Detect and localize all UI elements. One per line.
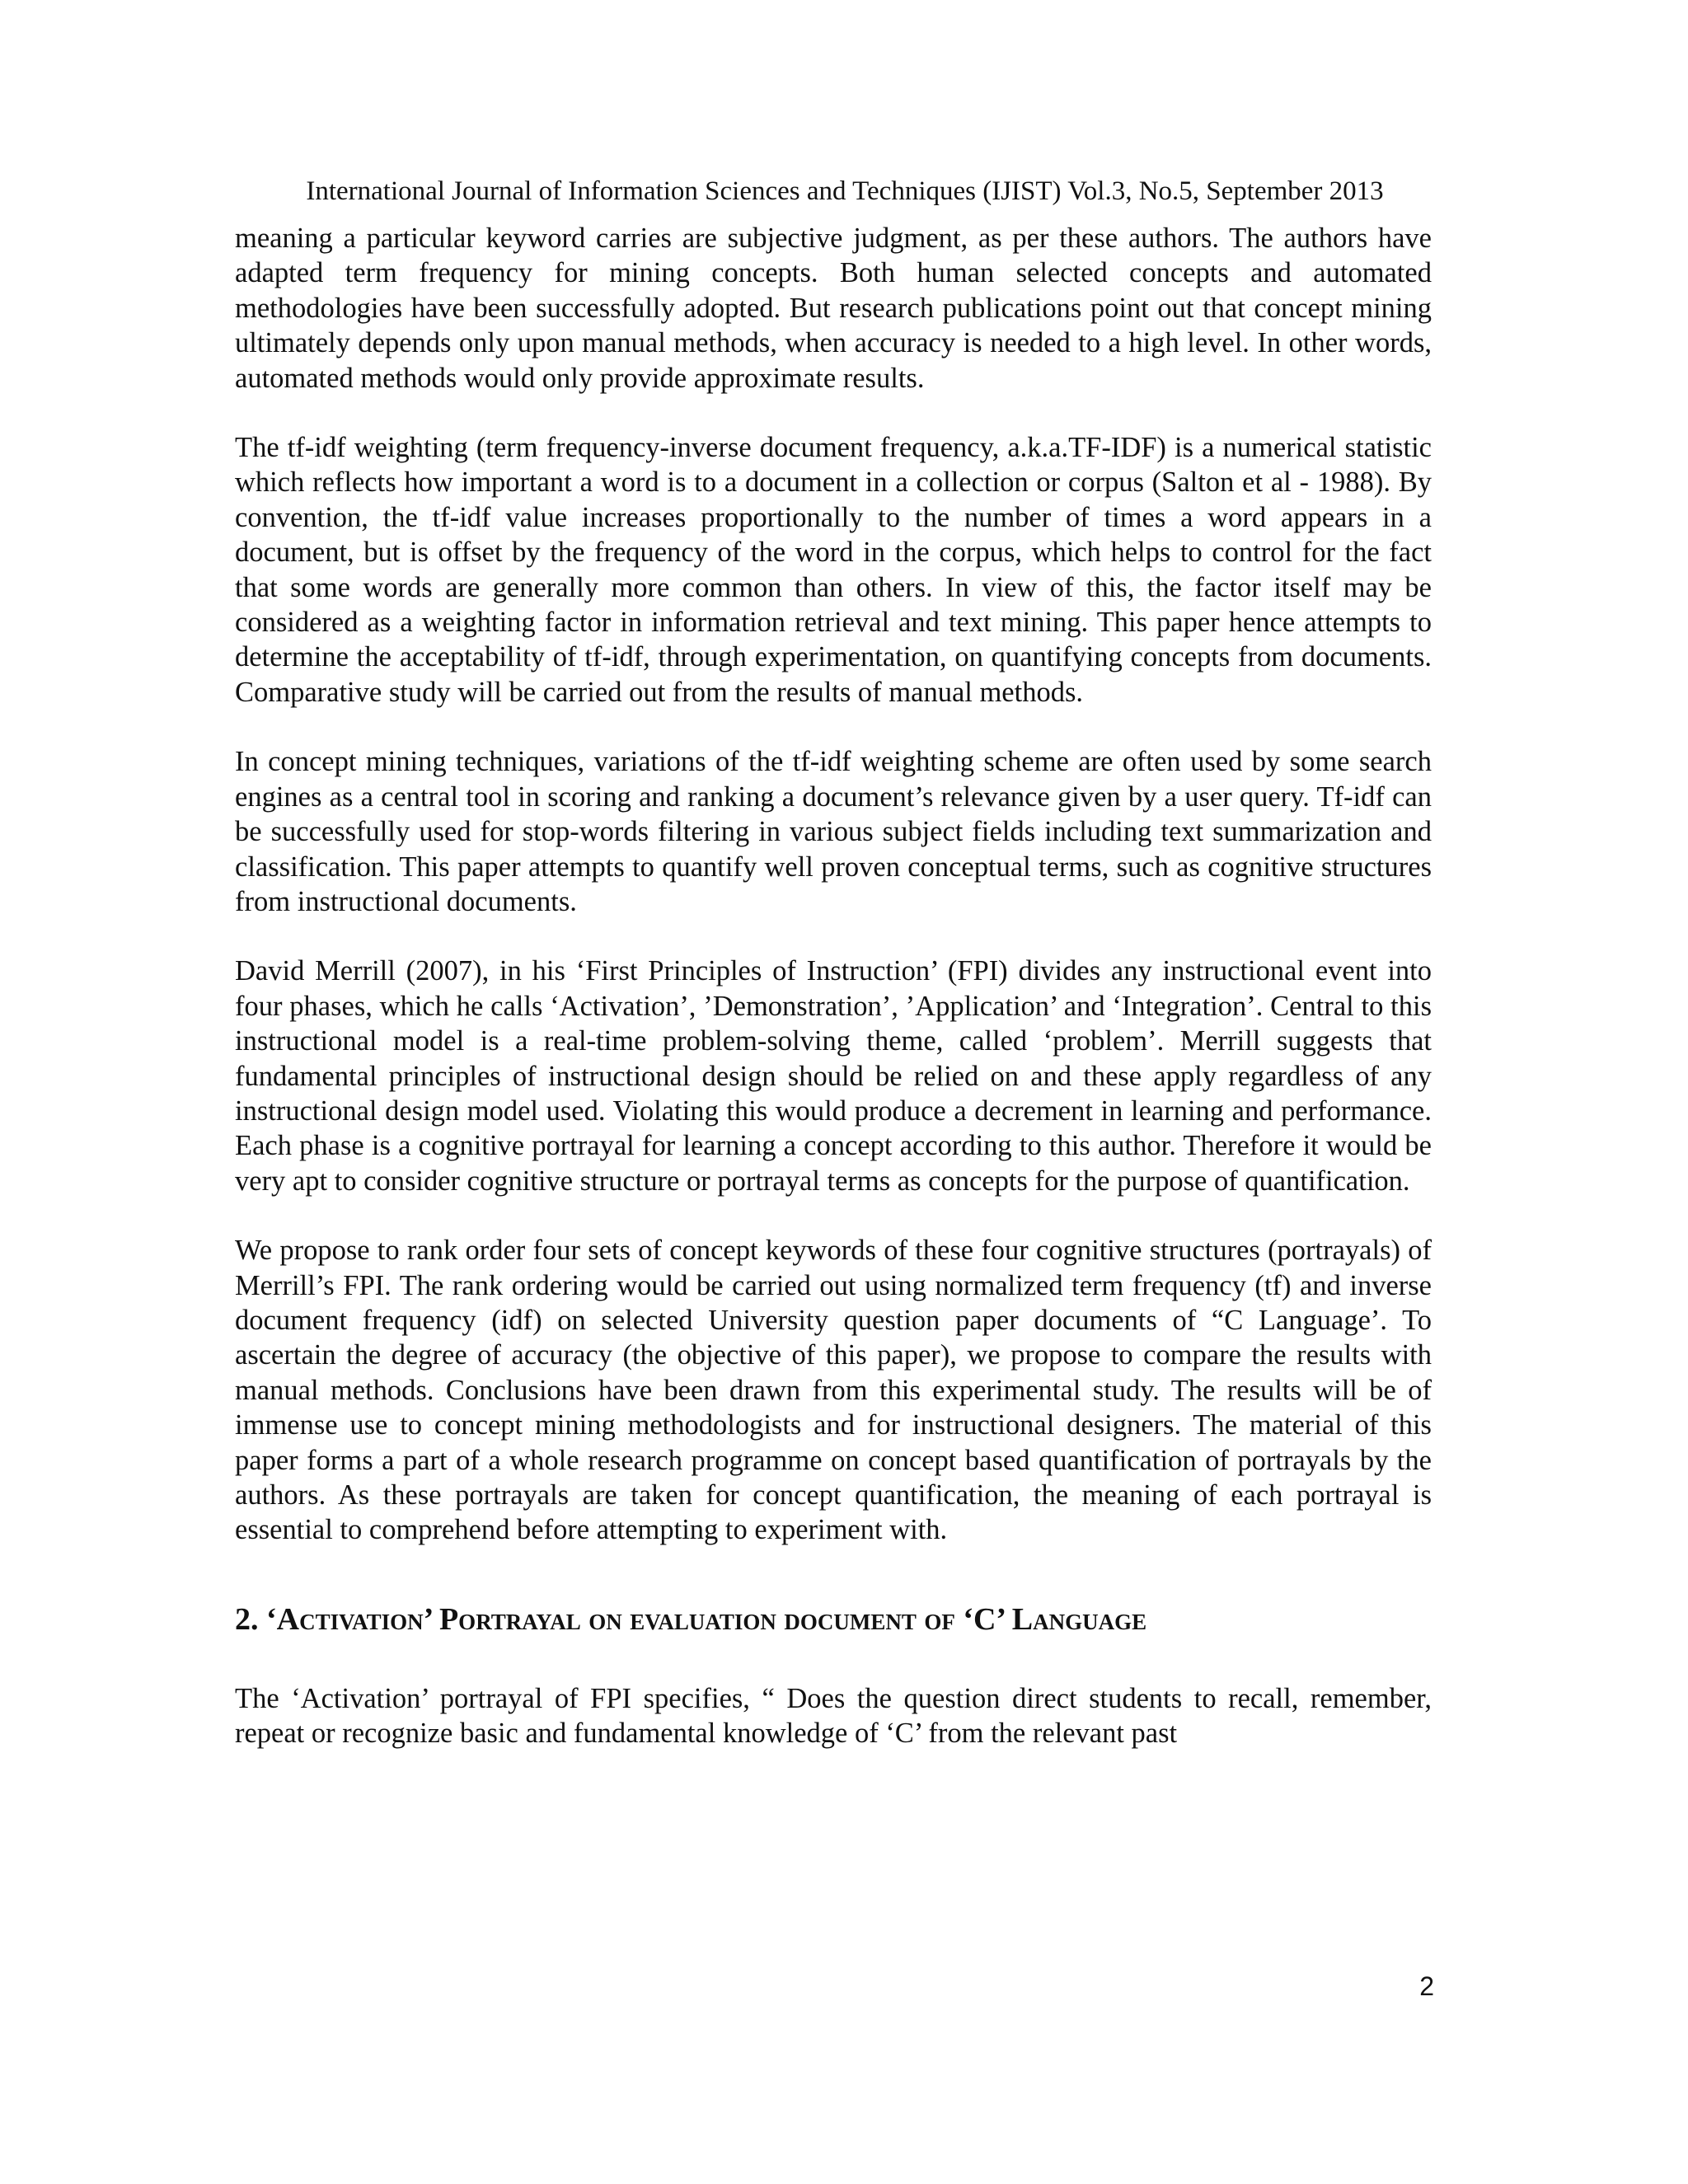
section-title: ‘Activation’ Portrayal on evaluation document of ‘C’ Language [266,1601,1147,1637]
section-paragraph-1: The ‘Activation’ portrayal of FPI specifies, “ Does the question direct students to recall, remember, repeat or recognize basic and fundamental knowledge of ‘C’ from the relevant past [235,1682,1432,1750]
paragraph-1: meaning a particular keyword carries are subjective judgment, as per these authors. The authors have adapted term frequency for mining concepts. Both human selected concepts and automated methodologies have been successfully adopted. But research publications point out that concept mining ultimately depends only upon manual methods, when accuracy is needed to a high level. In other words, automated methods would only provide approximate results. [235,223,1432,394]
running-header: International Journal of Information Sciences and Techniques (IJIST) Vol.3, No.5, September 2013 [306,176,1384,206]
paragraph-4: David Merrill (2007), in his ‘First Principles of Instruction’ (FPI) divides any instructional event into four phases, which he calls ‘Activation’, ’Demonstration’, ’Application’ and ‘Integration’. Central to this instructional model is a real-time problem-solving theme, called ‘problem’. Merrill suggests that fundamental principles of instructional design should be relied on and these apply regardless of any instructional design model used. Violating this would produce a decrement in learning and performance. Each phase is a cognitive portrayal for learning a concept according to this author. Therefore it would be very apt to consider cognitive structure or portrayal terms as concepts for the purpose of quantification. [235,955,1432,1197]
body-text [235,221,1432,1786]
paragraph-5: We propose to rank order four sets of concept keywords of these four cognitive structures (portrayals) of Merrill’s FPI. The rank ordering would be carried out using normalized term frequency (tf) and inverse document frequency (idf) on selected University question paper documents of “C Language’. To ascertain the degree of accuracy (the objective of this paper), we propose to compare the results with manual methods. Conclusions have been drawn from this experimental study. The results will be of immense use to concept mining methodologists and for instructional designers. The material of this paper forms a part of a whole research programme on concept based quantification of portrayals by the authors. As these portrayals are taken for concept quantification, the meaning of each portrayal is essential to comprehend before attempting to experiment with. [235,1235,1432,1546]
section-heading [235,1597,1432,1642]
page-number: 2 [1419,1971,1434,2001]
paragraph-2: The tf-idf weighting (term frequency-inverse document frequency, a.k.a.TF-IDF) is a numerical statistic which reflects how important a word is to a document in a collection or corpus (Salton et al - 1988). By convention, the tf-idf value increases proportionally to the number of times a word appears in a document, but is offset by the frequency of the word in the corpus, which helps to control for the fact that some words are generally more common than others. In view of this, the factor itself may be considered as a weighting factor in information retrieval and text mining. This paper hence attempts to determine the acceptability of tf-idf, through experimentation, on quantifying concepts from documents. Comparative study will be carried out from the results of manual methods. [235,432,1432,708]
paragraph-3: In concept mining techniques, variations of the tf-idf weighting scheme are often used by some search engines as a central tool in scoring and ranking a document’s relevance given by a user query. Tf-idf can be successfully used for stop-words filtering in various subject fields including text summarization and classification. This paper attempts to quantify well proven conceptual terms, such as cognitive structures from instructional documents. [235,746,1432,917]
section-number: 2. [235,1601,259,1637]
